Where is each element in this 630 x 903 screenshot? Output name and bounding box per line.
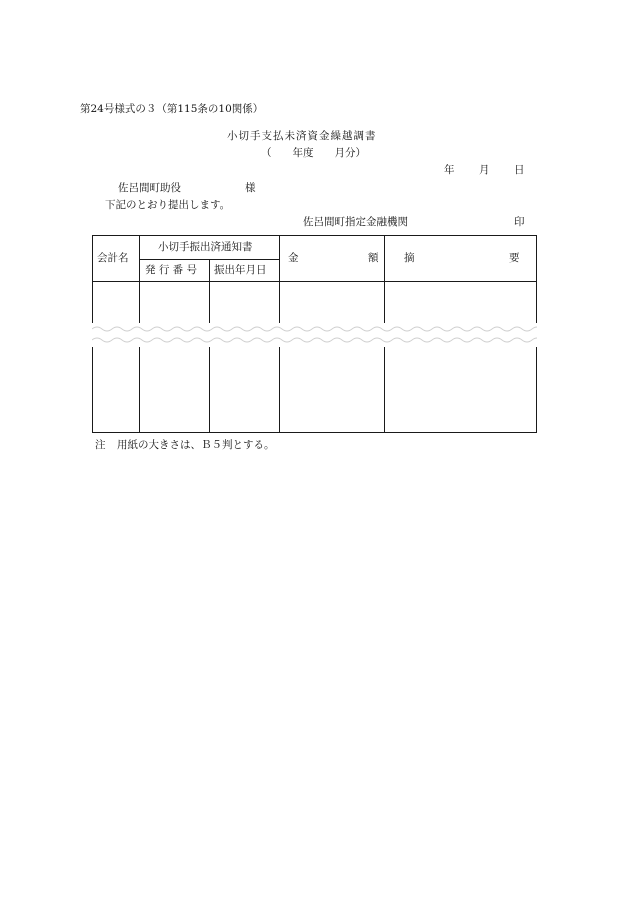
- col-check-group-header: 小切手振出済通知書: [158, 241, 253, 253]
- note-text: 用紙の大きさは、Ｂ５判とする。: [117, 439, 275, 451]
- col-amount-header-right: 額: [368, 252, 379, 264]
- submitter: 佐呂間町指定金融機関: [303, 216, 408, 228]
- col-summary-header-right: 要: [509, 252, 520, 264]
- col-issue-no-header: 発 行 番 号: [145, 264, 198, 276]
- table-border-bottom: [92, 432, 537, 433]
- seal-mark: 印: [514, 216, 525, 228]
- carryover-table: [92, 235, 537, 433]
- recipient-honorific: 様: [245, 182, 256, 194]
- col-account-header: 会計名: [97, 252, 129, 264]
- col-amount-header-left: 金: [288, 252, 299, 264]
- page-title: 小切手支払未済資金繰越調書: [227, 130, 377, 142]
- table-border-top: [92, 235, 537, 236]
- date-day-label: 日: [514, 164, 525, 176]
- form-number: 第24号様式の３（第115条の10関係）: [80, 103, 264, 115]
- recipient: 佐呂間町助役: [118, 182, 181, 194]
- date-month-label: 月: [479, 164, 490, 176]
- col-summary-header-left: 摘: [404, 252, 415, 264]
- omission-break: [92, 323, 537, 347]
- intro-text: 下記のとおり提出します。: [105, 199, 231, 211]
- date-year-label: 年: [444, 164, 455, 176]
- header-rule: [92, 281, 537, 282]
- col-issue-date-header: 振出年月日: [214, 264, 267, 276]
- fiscal-year-line: （ 年度 月分）: [261, 147, 366, 159]
- note-label: 注: [95, 439, 106, 451]
